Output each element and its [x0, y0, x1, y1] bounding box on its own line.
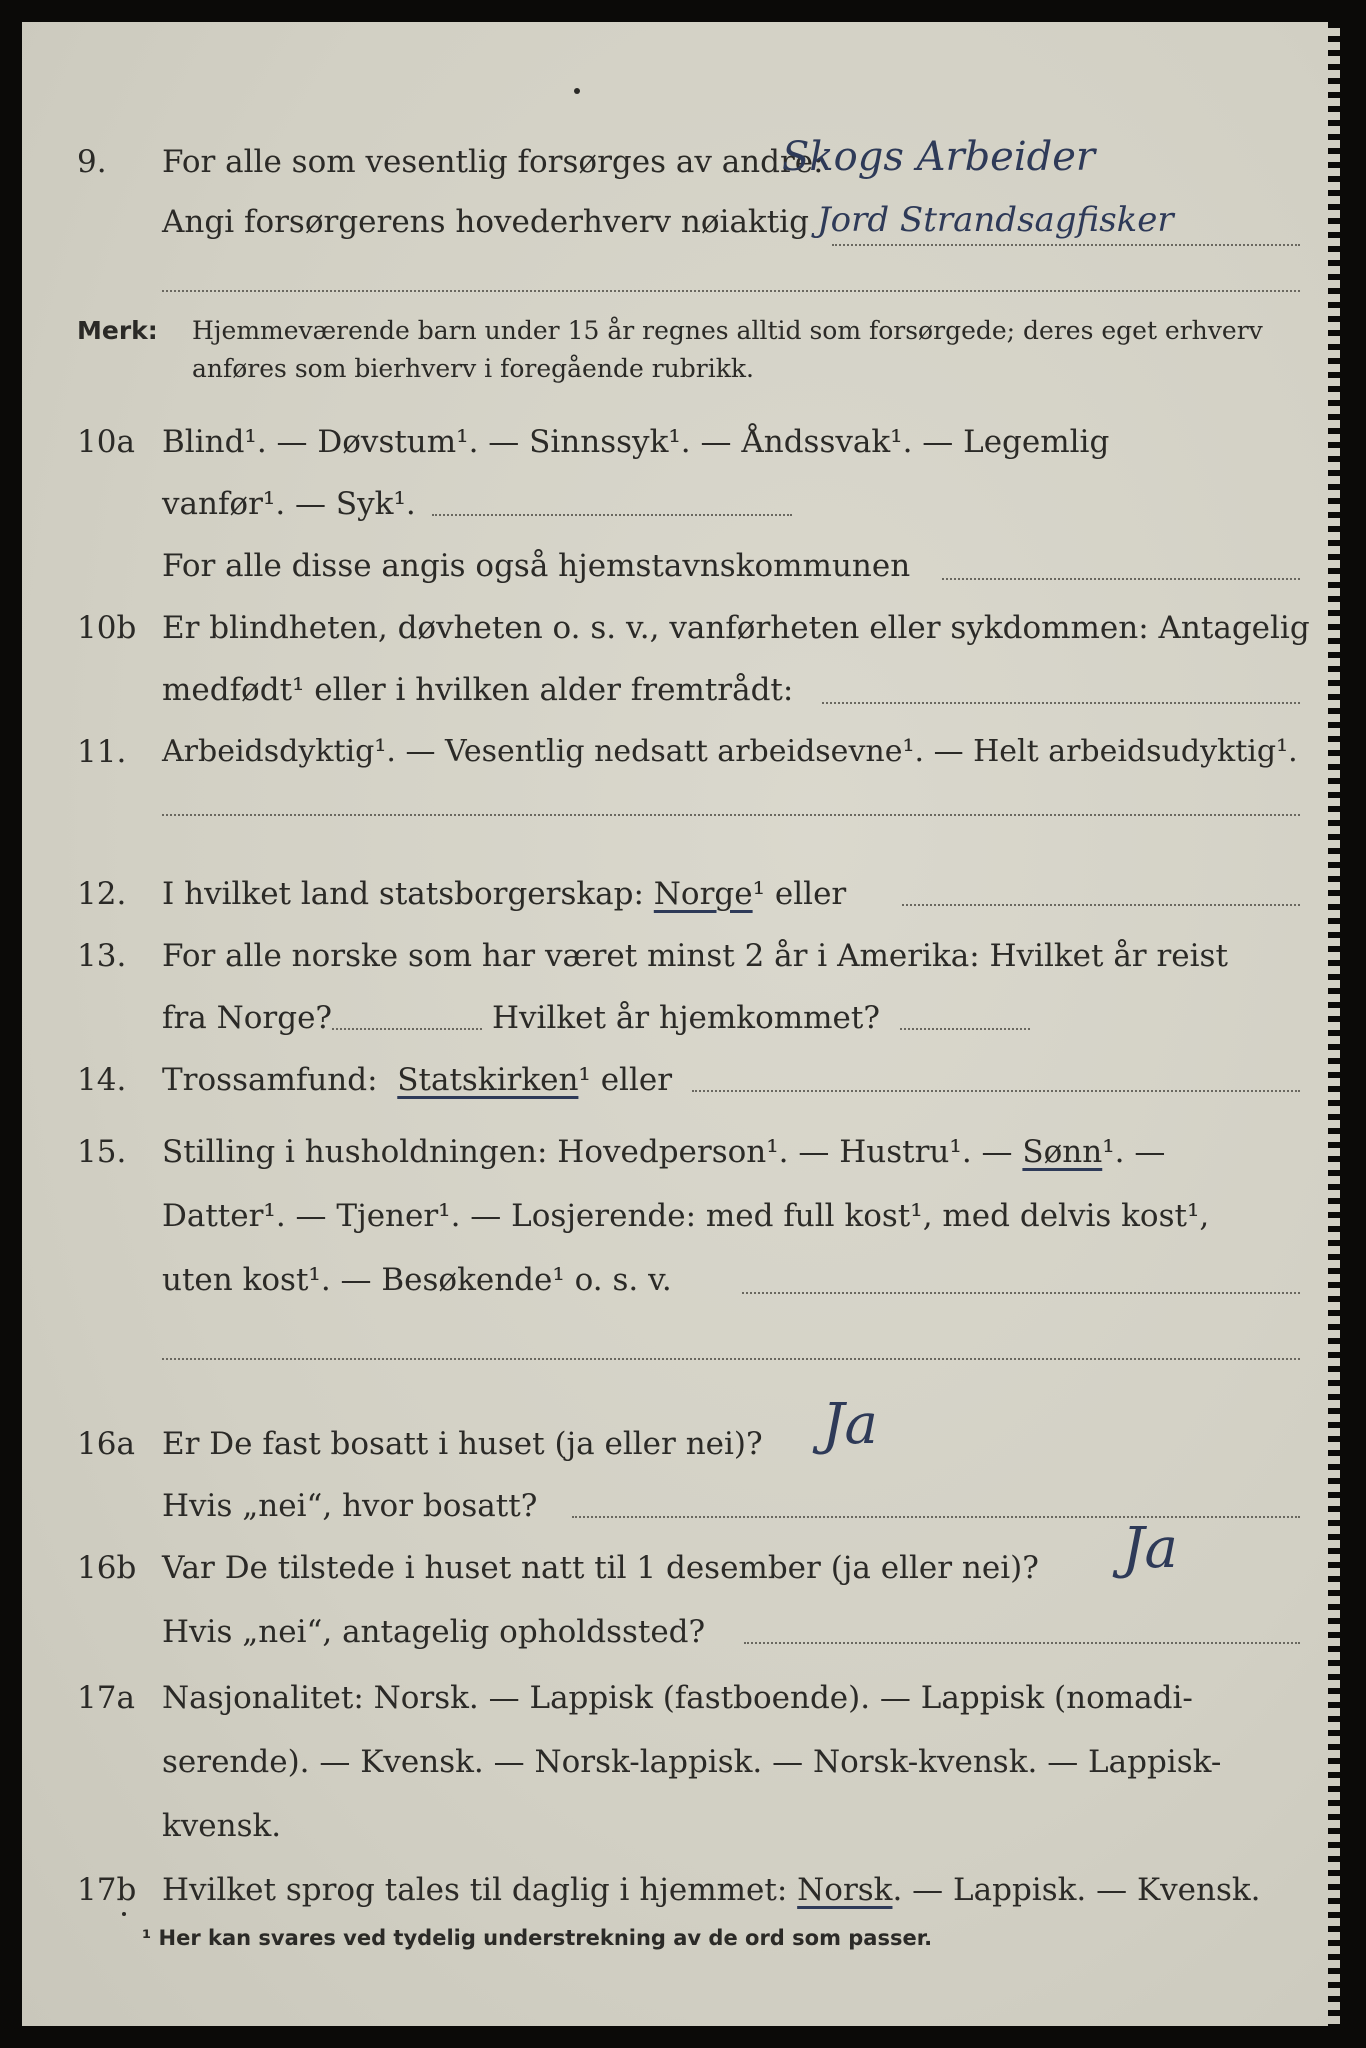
question-number: 13. — [77, 938, 127, 974]
note-text: Hjemmeværende barn under 15 år regnes alltid som forsørgede; deres eget erhverv — [192, 316, 1263, 345]
question-text: Nasjonalitet: Norsk. — Lappisk (fastboende). — Lappisk (nomadi- — [162, 1680, 1193, 1716]
note-line-1 — [22, 312, 1340, 350]
fill-line — [900, 1028, 1030, 1030]
question-text: For alle norske som har været minst 2 år i Amerika: Hvilket år reist — [162, 938, 1228, 974]
handwritten-answer: Ja — [822, 1392, 878, 1457]
question-number: 16a — [77, 1426, 135, 1462]
note-line-2 — [22, 350, 1340, 388]
question-text: vanfør¹. — Syk¹. — [162, 486, 416, 522]
fill-line — [162, 814, 1300, 816]
question-text — [162, 864, 846, 924]
question-text: Er blindheten, døvheten o. s. v., vanførheten eller sykdommen: Antagelig — [162, 610, 1310, 646]
question-text — [162, 1050, 672, 1110]
question-number: 17b — [77, 1872, 137, 1908]
question-number: 17a — [77, 1680, 135, 1716]
question-10a-line-2 — [22, 474, 1340, 534]
fill-line — [162, 1358, 1300, 1360]
question-11 — [22, 722, 1340, 782]
question-number: 12. — [77, 876, 127, 912]
fill-line — [742, 1292, 1300, 1294]
question-10b-line-2 — [22, 660, 1340, 720]
question-16a-line-1 — [22, 1414, 1340, 1474]
underlined-answer: Sønn — [1022, 1134, 1103, 1170]
ink-dot — [122, 1912, 126, 1916]
question-number: 16b — [77, 1550, 137, 1586]
question-text-pre: Trossamfund: — [162, 1062, 378, 1098]
fill-line — [902, 904, 1300, 906]
question-text-pre: Hvilket sprog tales til daglig i hjemmet: — [162, 1872, 788, 1908]
question-text: Hvilket år hjemkommet? — [492, 1000, 880, 1036]
question-text: For alle disse angis også hjemstavnskommunen — [162, 548, 911, 584]
underlined-answer: Norge — [653, 876, 753, 912]
question-number: 15. — [77, 1134, 127, 1170]
question-text: For alle som vesentlig forsørges av andre: — [162, 144, 824, 180]
question-15-line-2 — [22, 1186, 1340, 1246]
question-text: Blind¹. — Døvstum¹. — Sinnssyk¹. — Åndssvak¹. — Legemlig — [162, 424, 1110, 460]
question-10b-line-1 — [22, 598, 1340, 658]
question-16b-line-2 — [22, 1602, 1340, 1662]
question-number: 9. — [77, 144, 107, 180]
underlined-answer: Norsk — [797, 1872, 893, 1908]
question-text: Hvis „nei“, antagelig opholdssted? — [162, 1614, 706, 1650]
question-text: Hvis „nei“, hvor bosatt? — [162, 1488, 538, 1524]
question-text: fra Norge? — [162, 1000, 333, 1036]
question-number: 11. — [77, 734, 127, 770]
question-15-line-3 — [22, 1250, 1340, 1310]
question-text: Angi forsørgerens hovederhverv nøiaktig — [162, 204, 809, 240]
fill-line — [832, 244, 1300, 246]
question-text-post: ¹ eller — [752, 876, 847, 912]
handwritten-answer: Jord Strandsagfisker — [817, 200, 1174, 240]
question-17b — [22, 1860, 1340, 1920]
handwritten-answer: Skogs Arbeider — [782, 134, 1096, 180]
question-text: Arbeidsdyktig¹. — Vesentlig nedsatt arbeidsevne¹. — Helt arbeidsudyktig¹. — [162, 734, 1298, 769]
question-number: 10b — [77, 610, 137, 646]
question-13-line-2 — [22, 988, 1340, 1048]
fill-line — [332, 1028, 482, 1030]
question-text: uten kost¹. — Besøkende¹ o. s. v. — [162, 1262, 672, 1298]
question-15-line-1 — [22, 1122, 1340, 1182]
question-17a-line-3 — [22, 1796, 1340, 1856]
fill-line — [162, 290, 1300, 292]
fill-line — [822, 702, 1300, 704]
question-13-line-1 — [22, 926, 1340, 986]
question-text — [162, 1860, 1261, 1920]
footnote: ¹ Her kan svares ved tydelig understrekning av de ord som passer. — [142, 1926, 933, 1950]
fill-line — [432, 514, 792, 516]
question-9-line-1 — [22, 132, 1340, 192]
question-text-pre: I hvilket land statsborgerskap: — [162, 876, 644, 912]
question-text-post: ¹. — — [1102, 1134, 1166, 1170]
fill-line — [942, 578, 1300, 580]
question-12 — [22, 864, 1340, 924]
census-form-page — [22, 22, 1340, 2026]
question-text: Var De tilstede i huset natt til 1 desember (ja eller nei)? — [162, 1550, 1039, 1586]
fill-line — [692, 1090, 1300, 1092]
underlined-answer: Statskirken — [397, 1062, 579, 1098]
question-10a-line-3 — [22, 536, 1340, 596]
fill-line — [744, 1642, 1300, 1644]
question-text — [162, 1122, 1165, 1182]
question-text-post: ¹ eller — [578, 1062, 673, 1098]
question-text-pre: Stilling i husholdningen: Hovedperson¹. — Hustru¹. — — [162, 1134, 1013, 1170]
question-text-post: . — Lappisk. — Kvensk. — [892, 1872, 1261, 1908]
question-text: medfødt¹ eller i hvilken alder fremtrådt: — [162, 672, 794, 708]
handwritten-answer: Ja — [1122, 1516, 1178, 1581]
question-17a-line-2 — [22, 1732, 1340, 1792]
note-label: Merk: — [77, 316, 158, 345]
question-text: serende). — Kvensk. — Norsk-lappisk. — Norsk-kvensk. — Lappisk- — [162, 1744, 1222, 1780]
question-text: kvensk. — [162, 1808, 282, 1844]
question-10a-line-1 — [22, 412, 1340, 472]
question-number: 10a — [77, 424, 135, 460]
fill-line — [572, 1516, 1300, 1518]
question-text: Datter¹. — Tjener¹. — Losjerende: med full kost¹, med delvis kost¹, — [162, 1198, 1210, 1234]
question-17a-line-1 — [22, 1668, 1340, 1728]
question-number: 14. — [77, 1062, 127, 1098]
note-text: anføres som bierhverv i foregående rubrikk. — [192, 354, 754, 383]
ink-dot — [574, 88, 580, 94]
question-14 — [22, 1050, 1340, 1110]
question-text: Er De fast bosatt i huset (ja eller nei)? — [162, 1426, 763, 1462]
